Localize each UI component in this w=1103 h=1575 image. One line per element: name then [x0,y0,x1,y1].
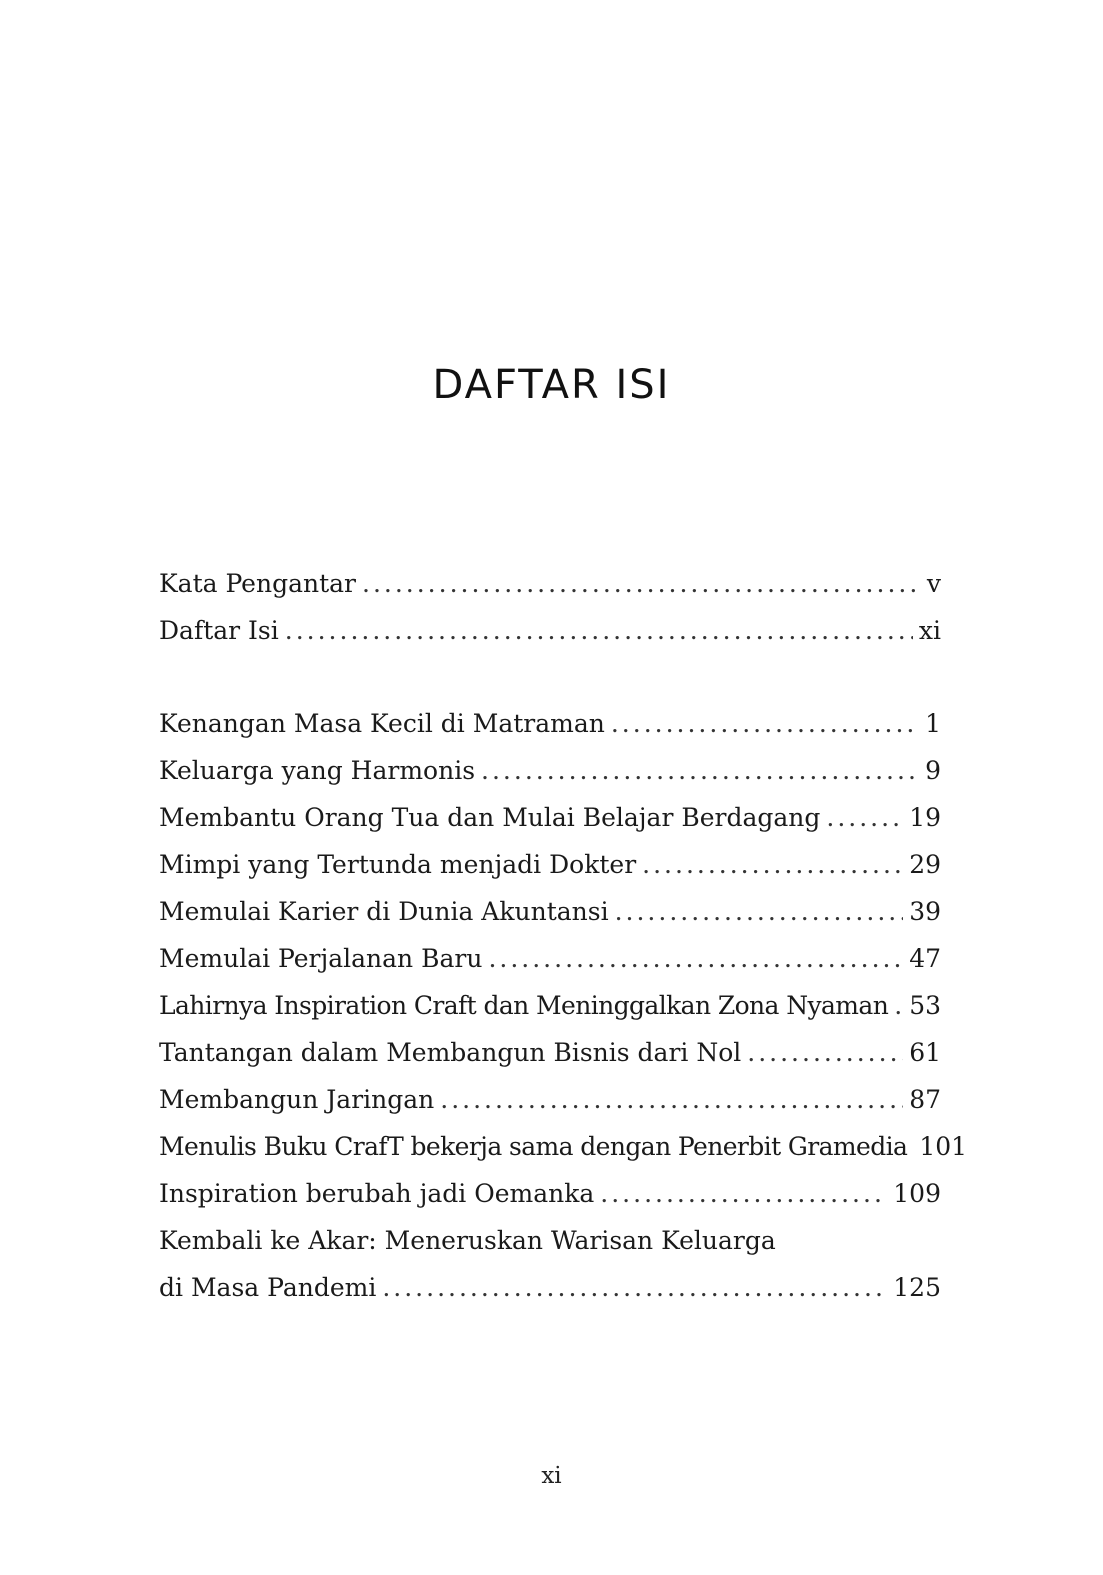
toc-entry [159,982,941,1029]
toc-entry-label: Daftar Isi [159,616,279,645]
page-title: DAFTAR ISI [432,362,671,408]
toc-entry-page: 101 [919,1132,968,1161]
toc-entry-label: Memulai Perjalanan Baru [159,944,483,973]
toc-entry-page: 19 [909,803,941,832]
toc-entry [159,607,941,654]
toc-entry [159,1123,968,1170]
toc-entry [159,794,941,841]
toc-entry-label: Membantu Orang Tua dan Mulai Belajar Berdagang [159,803,821,832]
toc-entry-page: 29 [909,850,941,879]
toc-entry-first-line [159,1217,941,1264]
dot-leader [600,1170,887,1217]
toc-entry-label: Kata Pengantar [159,569,356,598]
toc-entry-page: 87 [909,1085,941,1114]
dot-leader [611,700,919,747]
toc-entry-page: 9 [925,756,941,785]
toc-entry-page: v [926,569,941,598]
toc-entry-label: Mimpi yang Tertunda menjadi Dokter [159,850,637,879]
toc-entry-label-line1: Kembali ke Akar: Meneruskan Warisan Keluarga [159,1226,776,1255]
toc-entry [159,1029,941,1076]
dot-leader [894,982,903,1029]
toc-entry-page: 125 [893,1273,941,1302]
toc-entry-page: 109 [893,1179,941,1208]
toc-entry-label: Membangun Jaringan [159,1085,435,1114]
toc-entry-label: Keluarga yang Harmonis [159,756,476,785]
toc-entry [159,560,941,607]
dot-leader [481,747,919,794]
toc-entry-page: 1 [925,709,941,738]
toc-entry-page: xi [918,616,941,645]
toc-entry-page: 61 [909,1038,941,1067]
toc-entry-label-line2: di Masa Pandemi [159,1273,377,1302]
toc-entry [159,700,941,747]
toc-entry [159,888,941,935]
toc-entry [159,841,941,888]
dot-leader [747,1029,903,1076]
dot-leader [382,1264,887,1311]
toc-entry-label: Memulai Karier di Dunia Akuntansi [159,897,609,926]
toc-entry-page: 53 [909,991,941,1020]
toc-entry-label: Kenangan Masa Kecil di Matraman [159,709,605,738]
toc-entry-label: Menulis Buku CrafT bekerja sama dengan Penerbit Gramedia [159,1132,908,1161]
toc-entry [159,1264,941,1311]
toc-front-matter [159,560,941,654]
toc-chapters [159,700,968,1311]
toc-entry-label: Tantangan dalam Membangun Bisnis dari Nol [159,1038,742,1067]
toc-entry-label: Lahirnya Inspiration Craft dan Meninggalkan Zona Nyaman [159,991,889,1020]
toc-entry [159,1076,941,1123]
dot-leader [362,560,921,607]
toc-entry [159,747,941,794]
dot-leader [488,935,903,982]
toc-entry [159,1170,941,1217]
toc-entry-label: Inspiration berubah jadi Oemanka [159,1179,595,1208]
dot-leader [285,607,913,654]
dot-leader [642,841,903,888]
page-number: xi [541,1463,562,1489]
toc-entry-page: 39 [909,897,941,926]
toc-entry [159,935,941,982]
dot-leader [615,888,904,935]
dot-leader [440,1076,903,1123]
dot-leader [826,794,903,841]
toc-entry-page: 47 [909,944,941,973]
